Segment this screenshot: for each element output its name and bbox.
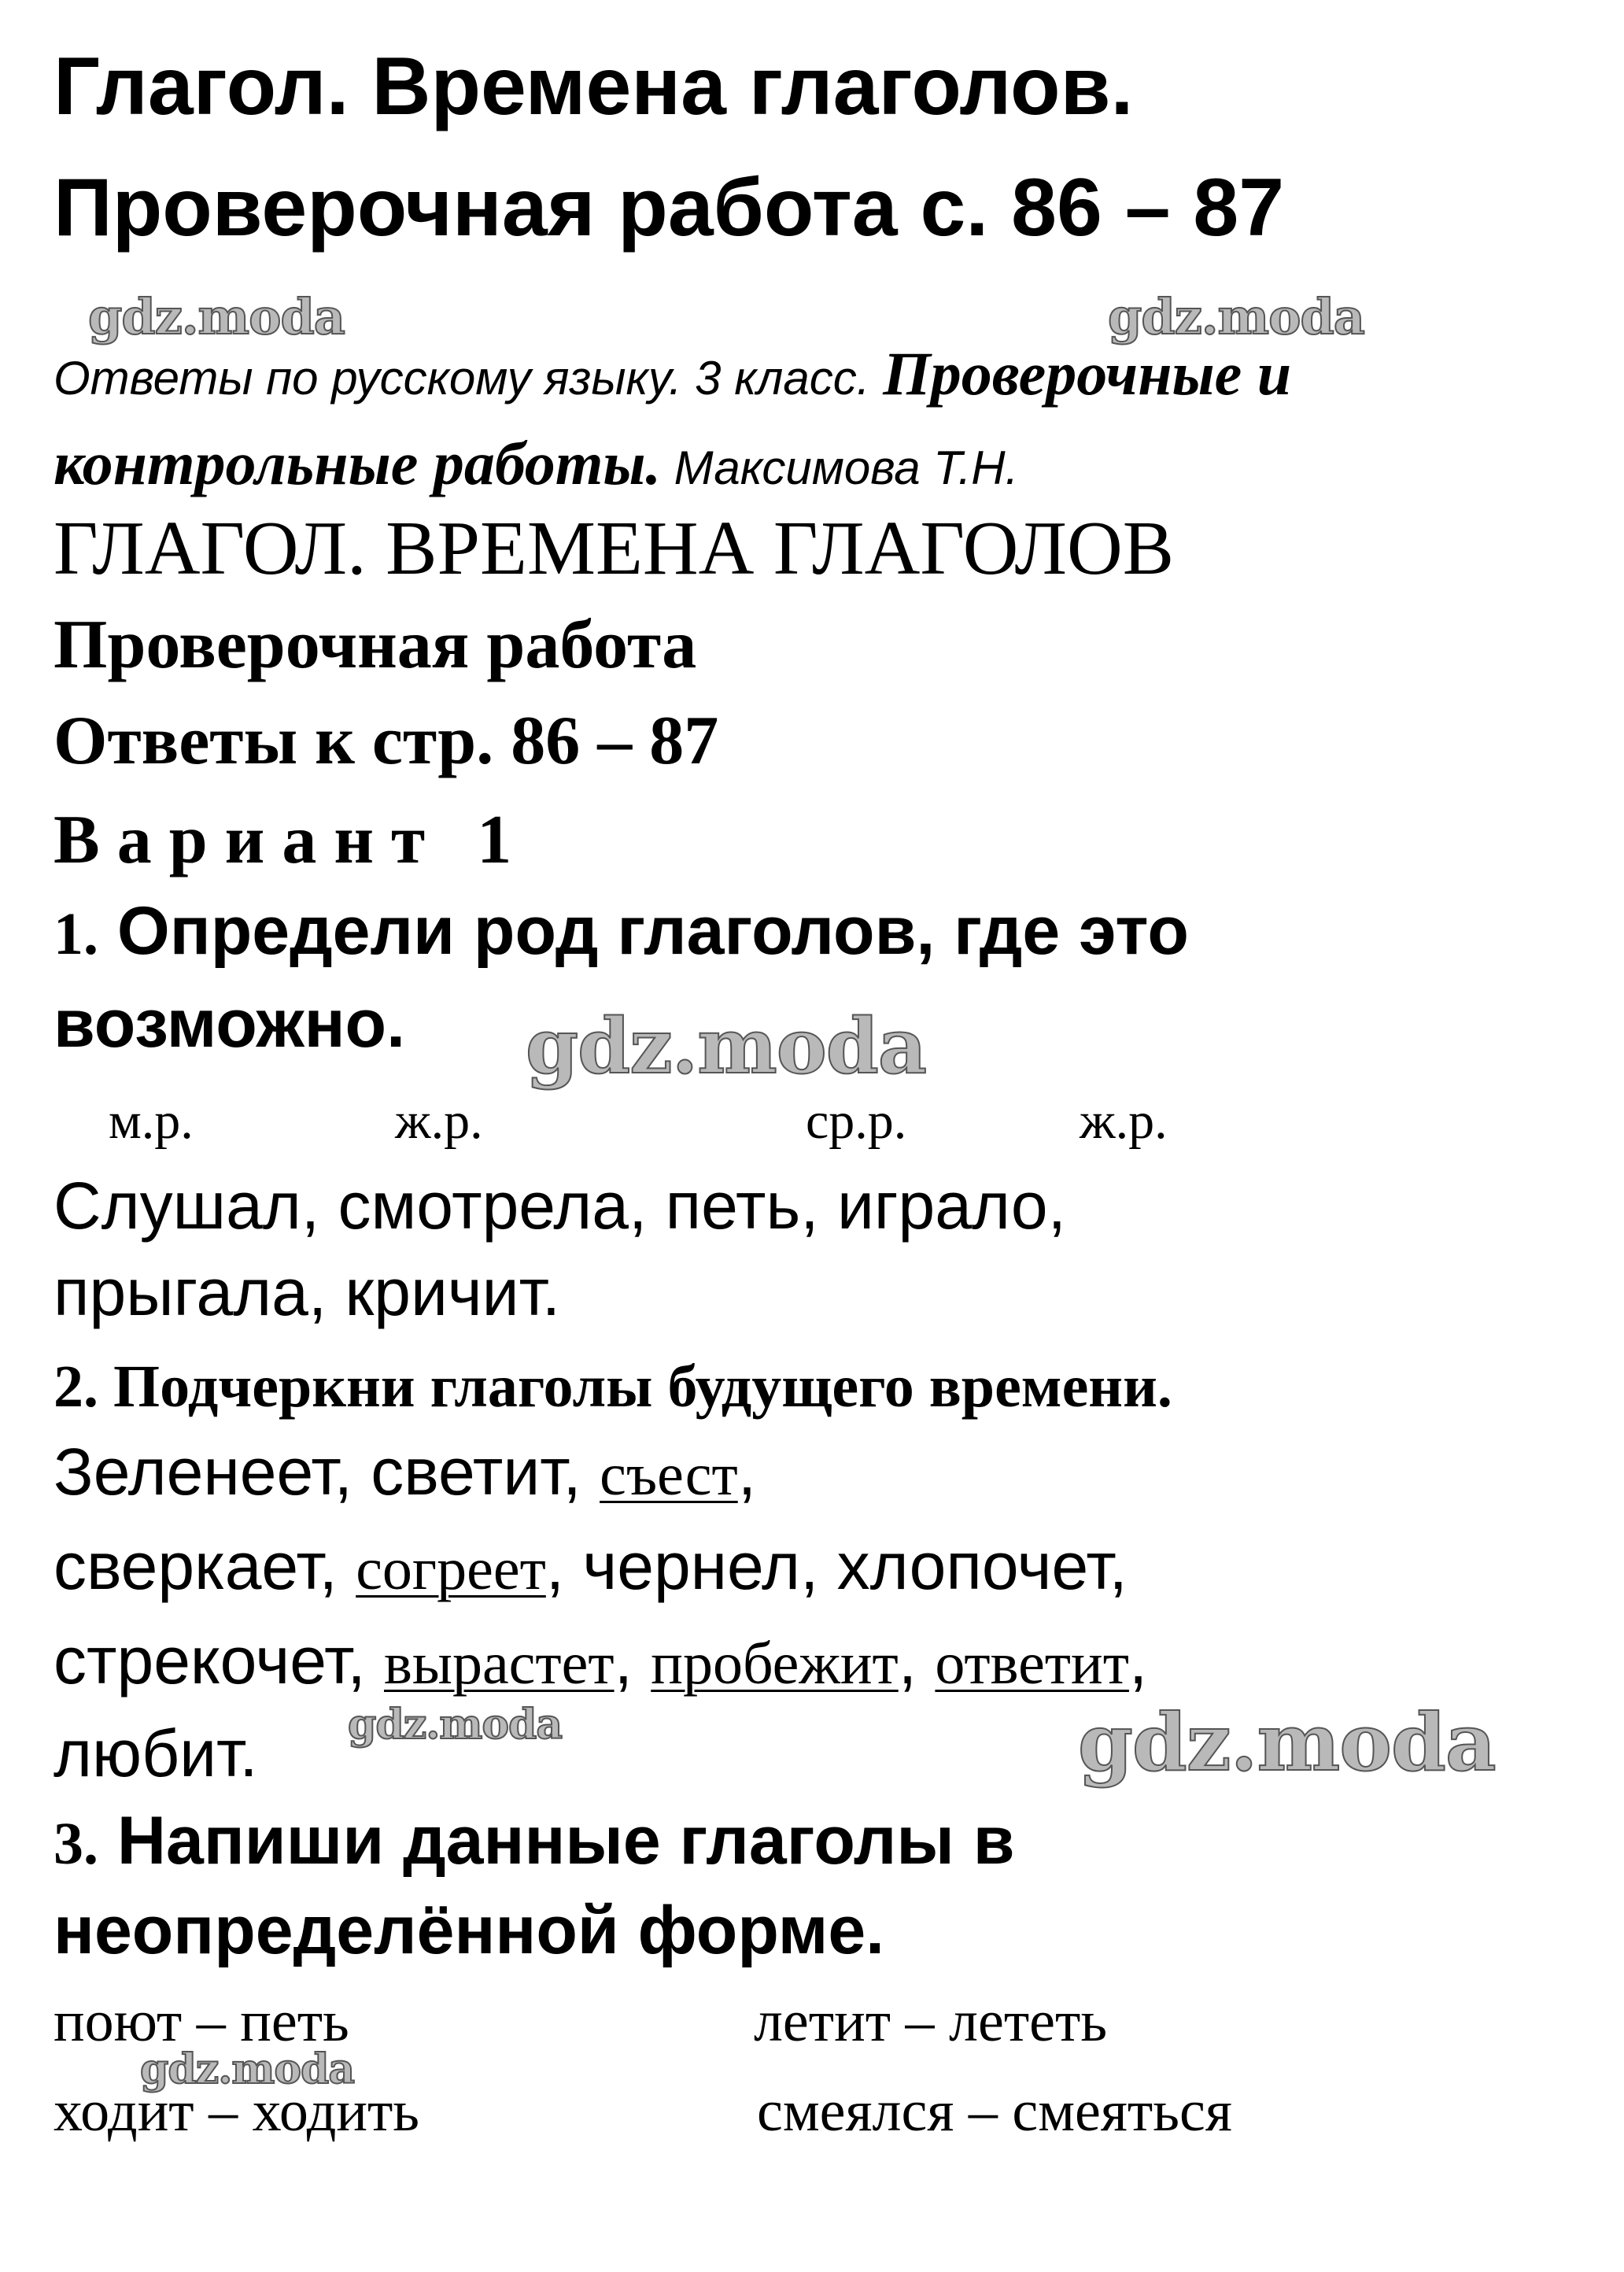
gender-label-masculine: м.р. <box>109 1092 194 1150</box>
gender-label-feminine: ж.р. <box>395 1092 483 1150</box>
punctuation: , <box>1128 1624 1148 1698</box>
infinitive-pair: смеялся – смеяться <box>757 2079 1232 2144</box>
subtitle-line-1 <box>54 339 1292 408</box>
future-verb-underlined: вырастет <box>384 1631 615 1697</box>
punctuation: , <box>898 1624 936 1698</box>
watermark: gdz.moda <box>526 1002 927 1091</box>
watermark: gdz.moda <box>88 288 345 345</box>
future-verb-underlined: согреет <box>356 1536 546 1602</box>
infinitive-pair: ходит – ходить <box>54 2079 420 2144</box>
word-list: стрекочет, <box>54 1624 384 1698</box>
task-2-line-4: любит. <box>54 1716 258 1790</box>
task-2-line-1 <box>54 1435 757 1509</box>
page-title-line-1: Глагол. Времена глаголов. <box>54 41 1134 132</box>
subtitle-author: Максимова Т.Н. <box>661 441 1019 494</box>
punctuation: , <box>737 1435 757 1509</box>
page-title-line-2: Проверочная работа с. 86 – 87 <box>54 162 1285 253</box>
task-3-text: Напиши данные глаголы в <box>98 1803 1015 1879</box>
watermark: gdz.moda <box>140 2045 355 2093</box>
punctuation: , <box>614 1624 651 1698</box>
task-1-heading-line-1 <box>54 893 1189 969</box>
word-list: сверкает, <box>54 1529 356 1603</box>
task-2-heading: 2. Подчеркни глаголы будущего времени. <box>54 1354 1172 1420</box>
future-verb-underlined: ответит <box>935 1631 1129 1697</box>
task-3-heading-line-1 <box>54 1803 1015 1879</box>
watermark: gdz.moda <box>348 1701 563 1749</box>
infinitive-pair: поют – петь <box>54 1989 349 2054</box>
task-1-answer-line-2: прыгала, кричит. <box>54 1255 561 1329</box>
future-verb-underlined: пробежит <box>651 1631 899 1697</box>
section-answers-title: Ответы к стр. 86 – 87 <box>54 703 719 779</box>
subtitle-book-title: Проверочные и <box>883 339 1292 408</box>
task-1-number: 1. <box>54 901 98 967</box>
watermark: gdz.moda <box>1078 1696 1496 1789</box>
section-work-title: Проверочная работа <box>54 607 697 683</box>
task-3-number: 3. <box>54 1811 98 1877</box>
word-list: , чернел, хлопочет, <box>545 1529 1128 1603</box>
task-2-line-3 <box>54 1624 1148 1698</box>
word-list: Зеленеет, светит, <box>54 1435 600 1509</box>
task-1-heading-line-2: возможно. <box>54 986 405 1062</box>
gender-label-neuter: ср.р. <box>806 1092 907 1150</box>
future-verb-underlined: съест <box>600 1442 738 1508</box>
task-3-heading-line-2: неопределённой форме. <box>54 1893 885 1968</box>
task-1-text: Определи род глаголов, где это <box>98 893 1189 969</box>
variant-label: Вариант 1 <box>54 802 530 878</box>
watermark: gdz.moda <box>1108 288 1364 345</box>
subtitle-book-title-cont: контрольные работы. <box>54 429 662 497</box>
gender-label-feminine-2: ж.р. <box>1080 1092 1168 1150</box>
subtitle-source: Ответы по русскому языку. 3 класс. <box>54 352 884 405</box>
subtitle-line-2 <box>54 429 1019 497</box>
infinitive-pair: летит – лететь <box>754 1989 1108 2054</box>
section-caps-title: ГЛАГОЛ. ВРЕМЕНА ГЛАГОЛОВ <box>54 506 1175 591</box>
task-2-line-2 <box>54 1529 1128 1603</box>
task-1-answer-line-1: Слушал, смотрела, петь, играло, <box>54 1169 1066 1243</box>
